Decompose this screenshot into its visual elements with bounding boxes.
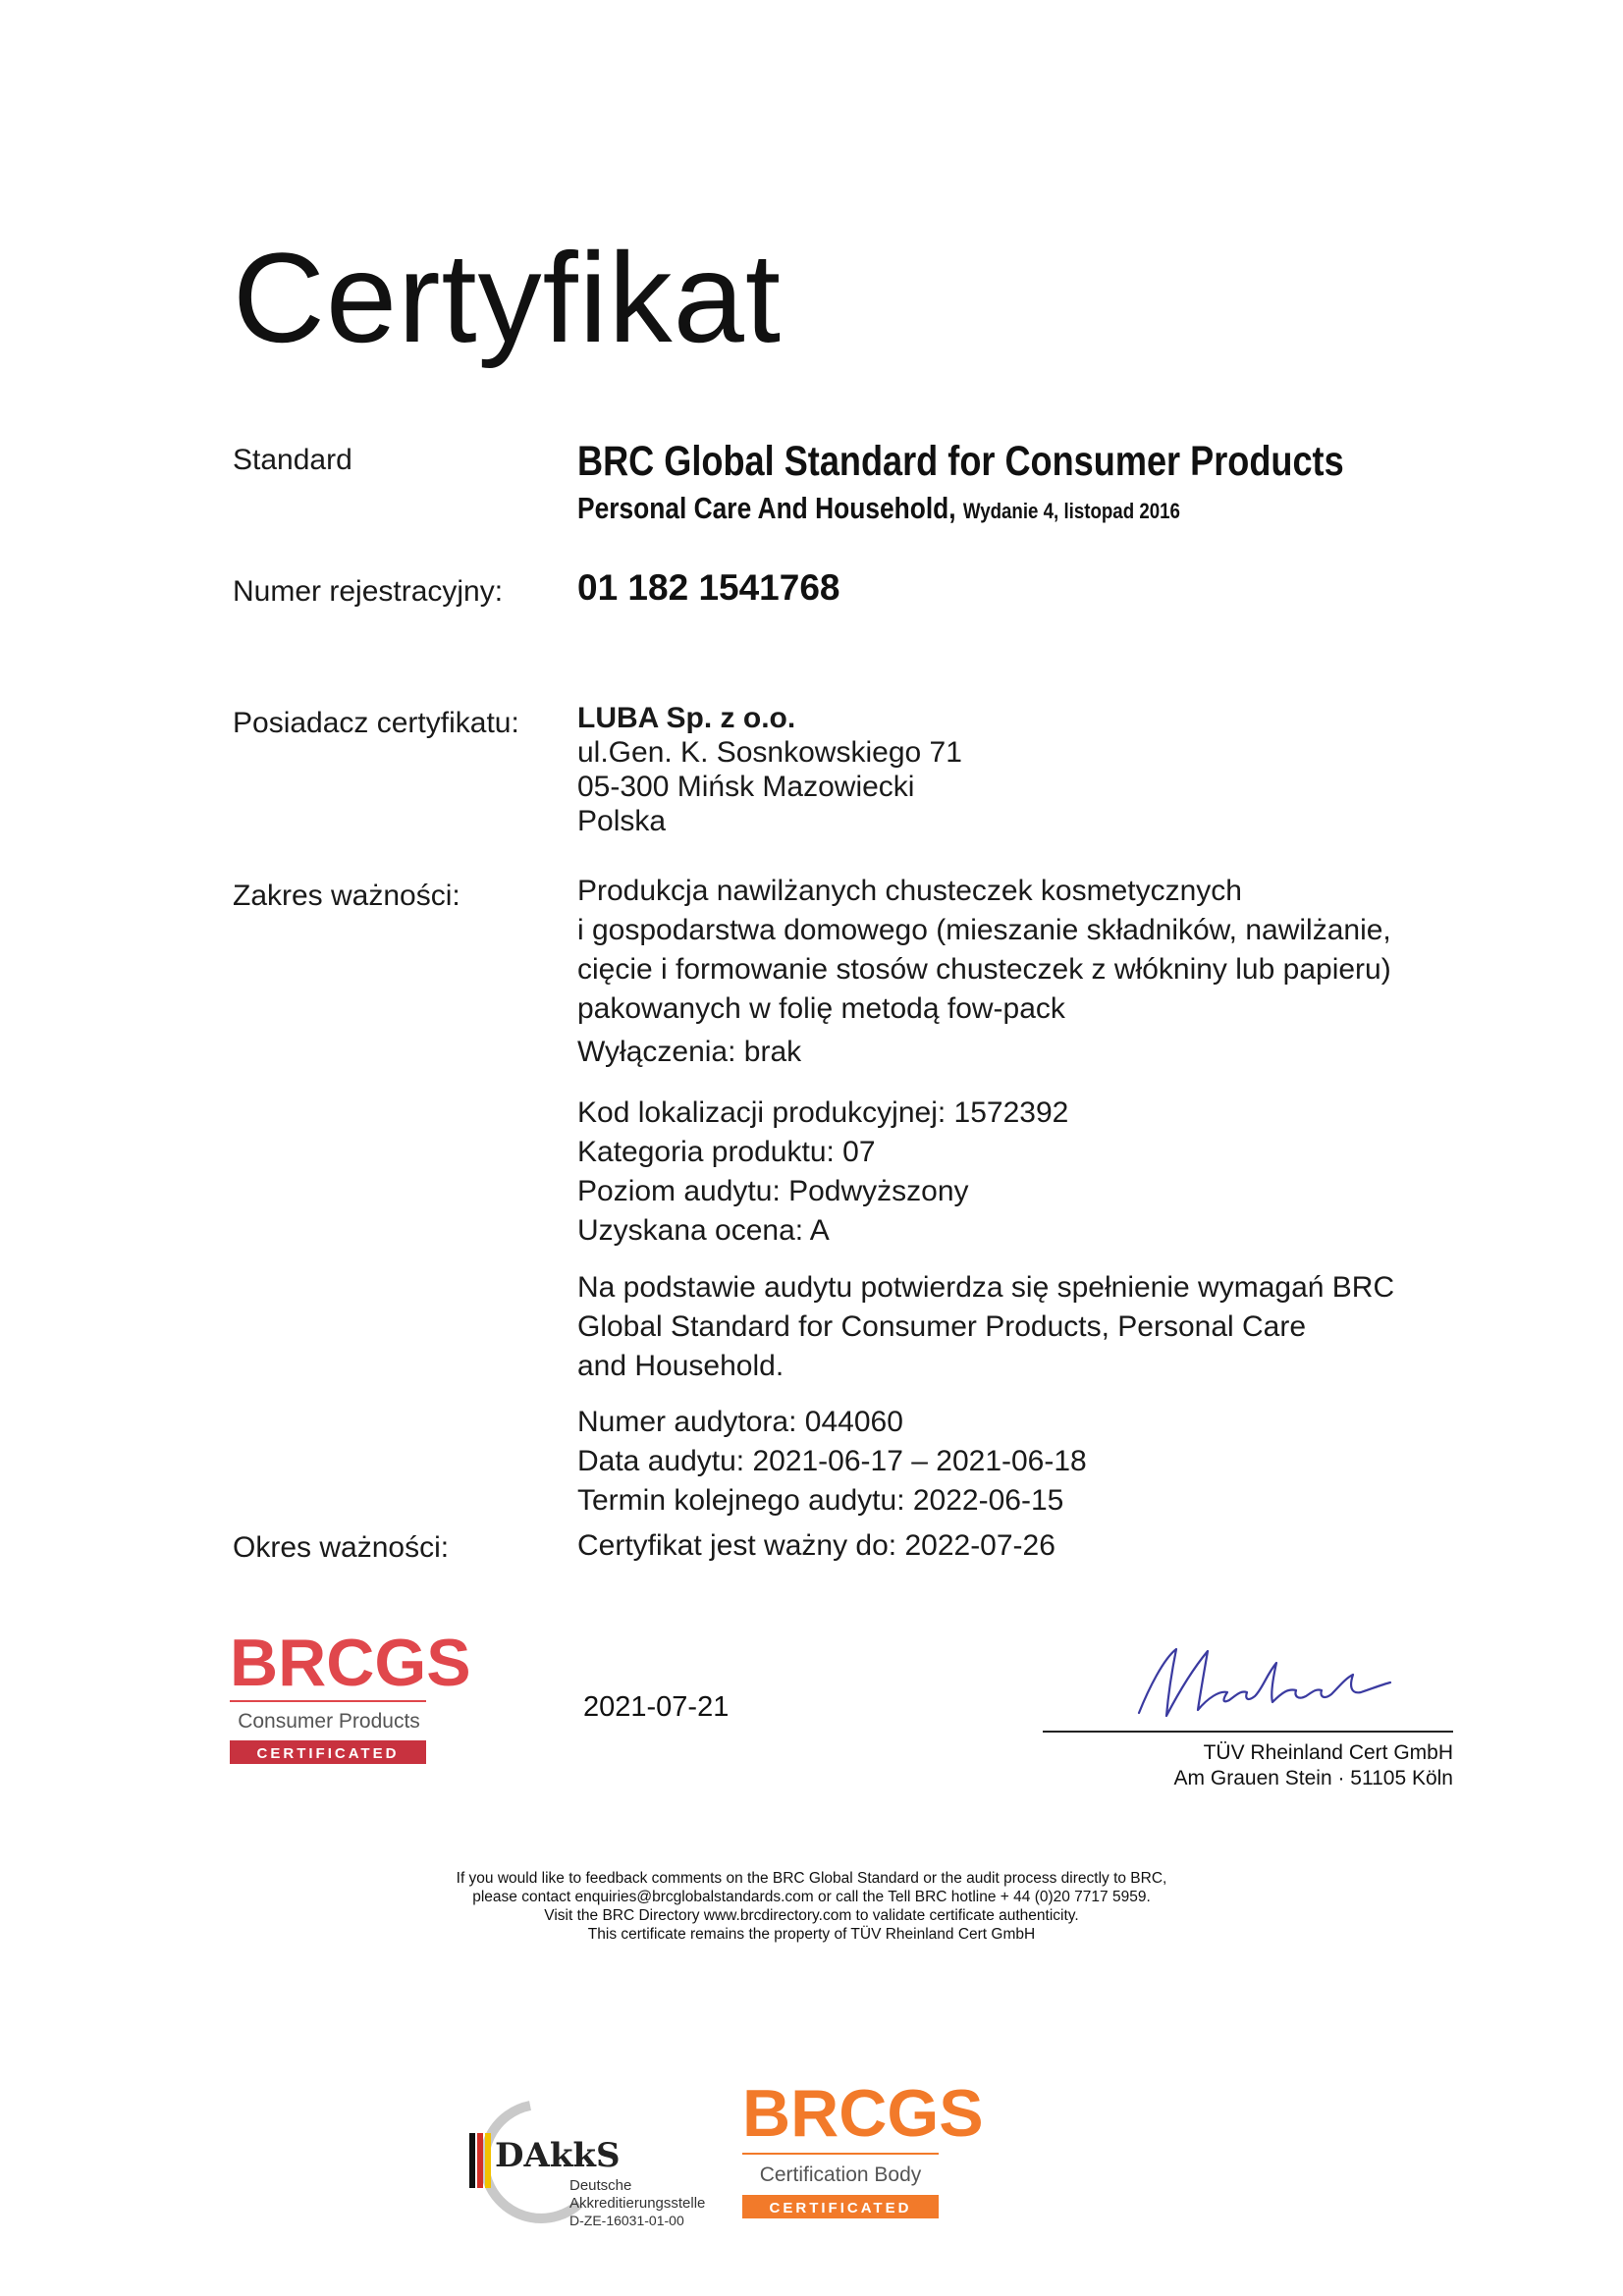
signature-line	[1043, 1731, 1453, 1733]
statement-line: and Household.	[577, 1350, 784, 1382]
scope-description	[577, 872, 1391, 1072]
scope-description-line: pakowanych w folię metodą fow-pack	[577, 992, 1065, 1025]
audit-detail-item: Data audytu: 2021-06-17 – 2021-06-18	[577, 1445, 1087, 1477]
brcgs-badge-text: CERTIFICATED	[256, 1745, 400, 1762]
standard-scope-name: Personal Care And Household,	[577, 491, 956, 525]
statement-line: Na podstawie audytu potwierdza się spełnienie wymagań BRC	[577, 1271, 1395, 1304]
brcgs-cb-subtitle: Certification Body	[759, 2163, 922, 2186]
scope-exclusions: Wyłączenia: brak	[577, 1036, 802, 1068]
footer-line: Visit the BRC Directory www.brcdirectory.com to validate certificate authenticity.	[544, 1907, 1079, 1924]
standard-subtitle	[577, 491, 1180, 526]
dakks-logo	[461, 2096, 736, 2243]
footer-line: If you would like to feedback comments on the BRC Global Standard or the audit process directly to BRC,	[456, 1870, 1167, 1887]
brcgs-subtitle: Consumer Products	[238, 1710, 420, 1733]
issuer-address: Am Grauen Stein · 51105 Köln	[1173, 1767, 1453, 1789]
audit-detail-item: Numer audytora: 044060	[577, 1406, 903, 1438]
dakks-flag-gold	[485, 2133, 491, 2188]
footer-line: please contact enquiries@brcglobalstandards.com or call the Tell BRC hotline + 44 (0)20 7717 5959.	[472, 1889, 1151, 1905]
holder-address-line: ul.Gen. K. Sosnkowskiego 71	[577, 736, 962, 769]
footer-note	[295, 1869, 1328, 1944]
holder-address-line: Polska	[577, 805, 667, 837]
holder-label: Posiadacz certyfikatu:	[233, 707, 519, 739]
holder-company: LUBA Sp. z o.o.	[577, 702, 796, 734]
issuer-name: TÜV Rheinland Cert GmbH	[1203, 1741, 1453, 1764]
dakks-line1: Deutsche	[569, 2177, 632, 2194]
site-detail-item: Kategoria produktu: 07	[577, 1136, 876, 1168]
site-detail-item: Uzyskana ocena: A	[577, 1214, 830, 1247]
audit-detail-item: Termin kolejnego audytu: 2022-06-15	[577, 1484, 1064, 1517]
registration-number: 01 182 1541768	[577, 567, 840, 608]
footer-line: This certificate remains the property of TÜV Rheinland Cert GmbH	[587, 1926, 1036, 1943]
dakks-flag-red	[477, 2133, 483, 2188]
brcgs-cb-logo-graphic	[740, 2071, 984, 2228]
issue-date: 2021-07-21	[583, 1691, 730, 1723]
scope-label: Zakres ważności:	[233, 880, 460, 912]
holder-block	[577, 701, 962, 838]
brcgs-certification-body-logo	[740, 2071, 984, 2228]
standard-edition: Wydanie 4, listopad 2016	[962, 499, 1180, 523]
scope-description-line: Produkcja nawilżanych chusteczek kosmetycznych	[577, 875, 1242, 907]
scope-description-line: cięcie i formowanie stosów chusteczek z włókniny lub papieru)	[577, 953, 1391, 986]
dakks-flag-black	[469, 2133, 475, 2188]
validity-label: Okres ważności:	[233, 1531, 450, 1564]
issuer-block	[1174, 1740, 1453, 1791]
site-detail-item: Kod lokalizacji produkcyjnej: 1572392	[577, 1096, 1069, 1129]
brcgs-wordmark: BRCGS	[230, 1626, 471, 1700]
dakks-line2: Akkreditierungsstelle	[569, 2195, 706, 2212]
registration-label: Numer rejestracyjny:	[233, 575, 504, 608]
audit-details	[577, 1403, 1087, 1521]
standard-name: BRC Global Standard for Consumer Products	[577, 438, 1344, 485]
validity-text: Certyfikat jest ważny do: 2022-07-26	[577, 1529, 1055, 1562]
standard-label: Standard	[233, 444, 352, 476]
certificate-title: Certyfikat	[233, 226, 783, 369]
compliance-statement	[577, 1268, 1394, 1386]
site-detail-item: Poziom audytu: Podwyższony	[577, 1175, 969, 1207]
signature-graphic	[1129, 1639, 1394, 1728]
statement-line: Global Standard for Consumer Products, Personal Care	[577, 1310, 1307, 1343]
holder-address-line: 05-300 Mińsk Mazowiecki	[577, 771, 915, 803]
dakks-code: D-ZE-16031-01-00	[569, 2213, 684, 2228]
brcgs-cb-wordmark: BRCGS	[742, 2076, 984, 2151]
dakks-logo-graphic	[461, 2096, 736, 2243]
signature	[1129, 1639, 1394, 1728]
signature-stroke	[1139, 1649, 1390, 1716]
site-details	[577, 1094, 1068, 1251]
brcgs-logo-graphic	[228, 1625, 471, 1772]
brcgs-consumer-products-logo	[228, 1625, 471, 1772]
scope-description-line: i gospodarstwa domowego (mieszanie składników, nawilżanie,	[577, 914, 1391, 946]
dakks-wordmark: DAkkS	[495, 2136, 621, 2175]
brcgs-cb-badge-text: CERTIFICATED	[769, 2200, 912, 2216]
